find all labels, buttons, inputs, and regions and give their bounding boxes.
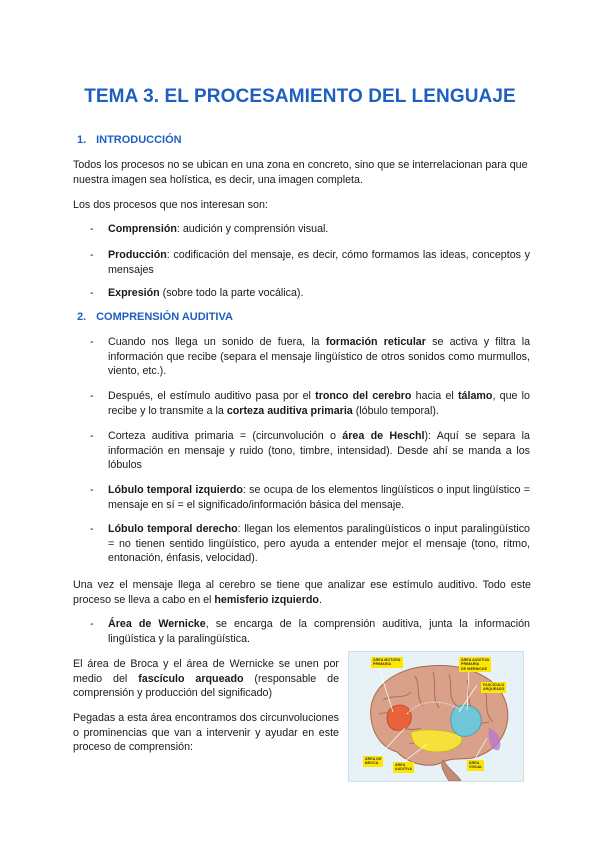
text-run: El área de Broca y el área de Wernicke se unen por medio del bbox=[73, 658, 339, 685]
list-item-expresion bbox=[90, 286, 530, 301]
list-dash: - bbox=[90, 249, 94, 261]
text-run: , que lo recibe y lo transmite a la bbox=[108, 390, 530, 417]
text-run: Cuando nos llega un sonido de fuera, la bbox=[108, 336, 326, 348]
list-item-comprension bbox=[90, 222, 530, 237]
term-area-heschl: área de Heschl bbox=[342, 430, 425, 442]
text-run: Una vez el mensaje llega al cerebro se tiene que analizar ese estímulo auditivo. Todo este proceso se lleva a cabo en el bbox=[73, 579, 531, 606]
list-dash: - bbox=[90, 523, 94, 535]
label-visual: ÁREA VISUAL bbox=[469, 761, 483, 770]
list-dash: - bbox=[90, 390, 94, 402]
paragraph-hemisferio bbox=[73, 578, 531, 607]
list-item-produccion bbox=[90, 248, 530, 277]
text-run: ): Aquí se separa la información en mensaje y ruido (tono, timbre, intensidad). Desde ahí se manda a los lóbulos bbox=[108, 430, 530, 471]
list-dash: - bbox=[90, 223, 94, 235]
list-item-area-heschl bbox=[90, 429, 530, 473]
paragraph-fasciculo bbox=[73, 657, 339, 701]
text-run: Corteza auditiva primaria = (circunvolución o bbox=[108, 430, 343, 442]
label-broca: ÁREA DE BROCA bbox=[365, 757, 382, 766]
text-run: : llegan los elementos paralingüísticos o input paralingüístico = no tienen sentido lingüístico, pero ayuda a entender mejor el mensaje (tono, ritmo, entonación, énfasis, velocidad). bbox=[108, 523, 530, 564]
term-lobulo-izquierdo: Lóbulo temporal izquierdo bbox=[108, 484, 243, 496]
paragraph-circunvoluciones: Pegadas a esta área encontramos dos circunvoluciones o prominencias que van a intervenir y ayudar en este proceso de comprensión: bbox=[73, 712, 339, 753]
term-comprension: Comprensión bbox=[108, 223, 177, 235]
text-run: , se encarga de la comprensión auditiva, junta la información lingüística y la paralingüística. bbox=[108, 618, 530, 645]
paragraph-processes: Los dos procesos que nos interesan son: bbox=[73, 199, 268, 211]
list-item-formacion-reticular bbox=[90, 335, 530, 379]
term-corteza-auditiva: corteza auditiva primaria bbox=[226, 404, 353, 417]
section-number: 2. bbox=[77, 311, 87, 323]
text-run: (responsable de comprensión y producción del significado) bbox=[73, 672, 340, 699]
list-item-tronco-cerebro bbox=[90, 389, 530, 418]
term-fasciculo-arqueado: fascículo arqueado bbox=[138, 672, 244, 685]
term-lobulo-derecho: Lóbulo temporal derecho bbox=[108, 523, 238, 535]
label-auditiva: ÁREA AUDITIVA bbox=[395, 763, 413, 772]
list-dash: - bbox=[90, 430, 94, 442]
label-wernicke: ÁREA AUDITIVA PRIMARIA DE WERNICKE bbox=[461, 658, 490, 671]
term-produccion: Producción bbox=[108, 249, 167, 261]
page-title: TEMA 3. EL PROCESAMIENTO DEL LENGUAJE bbox=[84, 86, 516, 107]
section-number: 1. bbox=[77, 134, 87, 146]
term-hemisferio-izquierdo: hemisferio izquierdo bbox=[214, 593, 319, 606]
list-dash: - bbox=[90, 287, 94, 299]
term-talamo: tálamo bbox=[457, 390, 493, 402]
section-heading-text: COMPRENSIÓN AUDITIVA bbox=[96, 311, 233, 323]
section-heading-introduccion bbox=[77, 134, 182, 146]
brain-diagram bbox=[348, 651, 524, 782]
text-run: hacia el bbox=[411, 390, 458, 402]
text-run: Después, el estímulo auditivo pasa por el bbox=[108, 390, 316, 402]
label-fasciculo: FASCÍCULO ARQUEADO bbox=[483, 683, 505, 692]
text-run: : se ocupa de los elementos lingüísticos o input lingüístico = mensaje en sí = el significado/información básica del mensaje. bbox=[108, 484, 530, 511]
label-area-motora: ÁREA MOTORA PRIMARIA bbox=[373, 658, 401, 667]
list-dash: - bbox=[90, 484, 94, 496]
list-item-lobulo-izquierdo bbox=[90, 483, 530, 512]
list-item-text: : codificación del mensaje, es decir, cómo formamos las ideas, conceptos y mensajes bbox=[108, 249, 530, 276]
text-run: . bbox=[318, 593, 322, 606]
section-heading-text: INTRODUCCIÓN bbox=[96, 134, 182, 146]
list-dash: - bbox=[90, 618, 94, 630]
text-run: se activa y filtra la información que recibe (separa el mensaje lingüístico de otros sonidos como murmullos, viento, etc.). bbox=[108, 336, 531, 377]
text-run: (lóbulo temporal). bbox=[352, 404, 439, 417]
list-item-lobulo-derecho bbox=[90, 522, 530, 566]
list-item-wernicke bbox=[90, 617, 530, 646]
term-tronco-cerebro: tronco del cerebro bbox=[315, 390, 412, 402]
list-dash: - bbox=[90, 336, 94, 348]
paragraph-intro: Todos los procesos no se ubican en una zona en concreto, sino que se interrelacionan para que nuestra imagen sea holística, es decir, una imagen completa. bbox=[73, 159, 528, 186]
list-item-text: : audición y comprensión visual. bbox=[176, 223, 329, 235]
term-area-wernicke: Área de Wernicke bbox=[108, 618, 206, 630]
term-expresion: Expresión bbox=[108, 287, 160, 299]
section-heading-comprension-auditiva bbox=[77, 311, 233, 323]
list-item-text: (sobre todo la parte vocálica). bbox=[159, 287, 304, 299]
term-formacion-reticular: formación reticular bbox=[325, 336, 426, 348]
